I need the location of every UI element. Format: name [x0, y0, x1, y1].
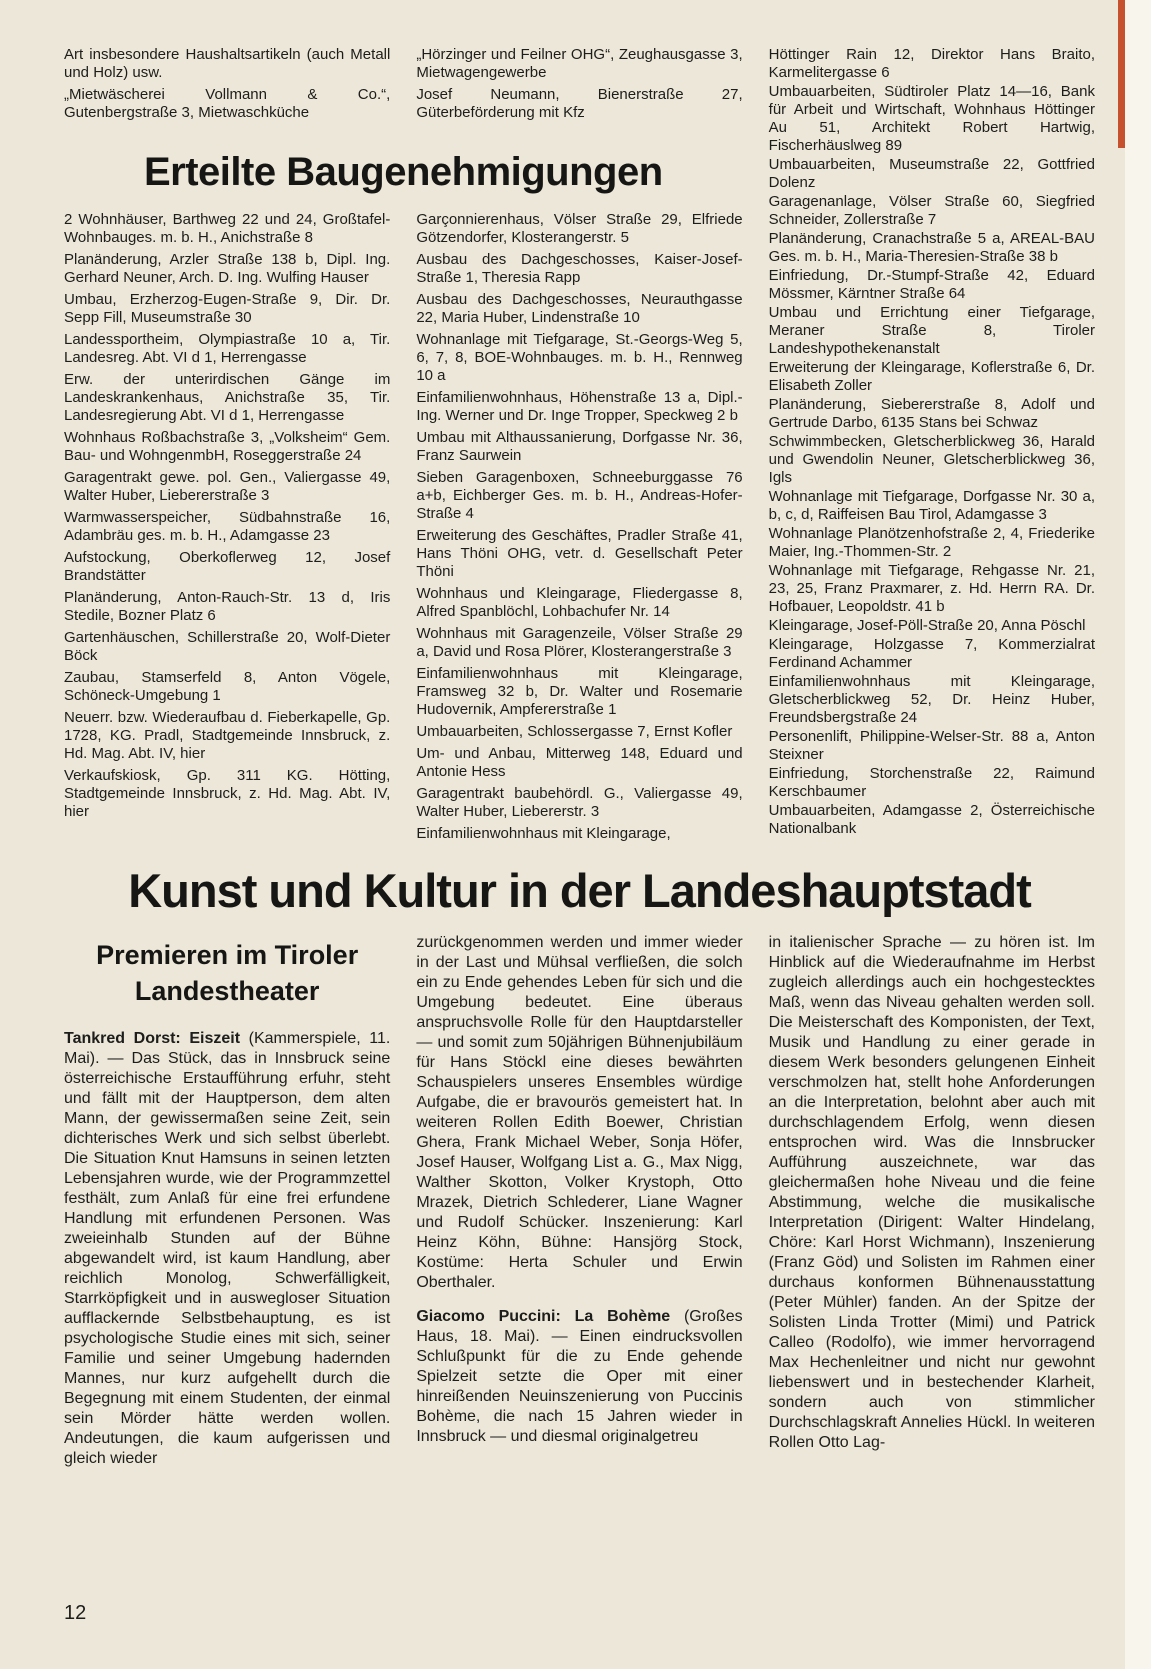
- article-text: in italienischer Sprache — zu hören ist. Im Hinblick auf die Wiederaufnahme im Herbst zugleich allerdings auch ein hochgestecktes Maß, wenn das Niveau gehalten werden soll. Die Meisterschaft des Komponisten, der Text, Musik und Handlung zu einer gerade in diesem Werk besonders gelungenen Einheit verschmolzen hat, stellt hohe Anforderungen an die Interpretation, belohnt aber auch mit durchschlagendem Erfolg, wenn diesen entsprochen wird. Was die Innsbrucker Aufführung auszeichnete, war das gleichermaßen hohe Niveau und die feine Abstimmung, welche die musikalische Interpretation (Dirigent: Walter Hindelang, Chöre: Karl Horst Wichmann), Inszenierung (Franz Göd) und Solisten im Rahmen einer durchaus konformen Bühnenausstattung (Peter Mühler) fanden. An der Spitze der Solisten Linda Trotter (Mimi) und Patrick Calleo (Rodolfo), wie immer hervorragend Max Hechenleitner und nicht nur gewohnt liebenswert und in bestechender Klarheit, sondern auch von stimmlicher Durchschlagskraft Annelies Hückl. In weiteren Rollen Otto Lag-: [768, 934, 1095, 1451]
- permit-entry: Planänderung, Arzler Straße 138 b, Dipl. Ing. Gerhard Neuner, Arch. D. Ing. Wulfing Hauser: [64, 251, 391, 286]
- permit-entry: Einfamilienwohnhaus mit Kleingarage, Gletscherblickweg 52, Dr. Heinz Huber, Freundsbergstraße 24: [768, 673, 1095, 726]
- permit-entry: Erweiterung des Geschäftes, Pradler Straße 41, Hans Thöni OHG, vetr. d. Gesellschaft Peter Thöni: [416, 527, 743, 580]
- permit-entry: Aufstockung, Oberkoflerweg 12, Josef Brandstätter: [64, 549, 391, 584]
- permits-column-3: [769, 46, 1095, 847]
- article-paragraph: [769, 933, 1095, 1453]
- permit-entry: Sieben Garagenboxen, Schneeburggasse 76 a+b, Eichberger Ges. m. b. H., Andreas-Hofer-Straße 4: [416, 469, 743, 522]
- permit-entry: Kleingarage, Josef-Pöll-Straße 20, Anna Pöschl: [768, 617, 1086, 634]
- red-edge-mark: [1118, 0, 1125, 148]
- permit-entry: Umbau und Errichtung einer Tiefgarage, Meraner Straße 8, Tiroler Landeshypothekenanstalt: [768, 304, 1095, 357]
- permit-entry: Wohnanlage mit Tiefgarage, St.-Georgs-Weg 5, 6, 7, 8, BOE-Wohnbauges. m. b. H., Rennweg 10 a: [416, 331, 743, 384]
- article-lead: Giacomo Puccini: La Bohème: [416, 1308, 671, 1325]
- permit-entry: Gartenhäuschen, Schillerstraße 20, Wolf-Dieter Böck: [64, 629, 391, 664]
- permit-entry: Erweiterung der Kleingarage, Koflerstraße 6, Dr. Elisabeth Zoller: [768, 359, 1095, 394]
- trade-snippet-entry: „Hörzinger und Feilner OHG“, Zeughausgasse 3, Mietwagengewerbe: [416, 46, 743, 81]
- permit-entry: Einfamilienwohnhaus mit Kleingarage,: [416, 825, 671, 842]
- permit-entry: Umbau, Erzherzog-Eugen-Straße 9, Dir. Dr. Sepp Fill, Museumstraße 30: [64, 291, 391, 326]
- permit-entry: Umbauarbeiten, Museumstraße 22, Gottfried Dolenz: [768, 156, 1095, 191]
- permit-entry: Garagenanlage, Völser Straße 60, Siegfried Schneider, Zollerstraße 7: [768, 193, 1095, 228]
- permit-entry: Kleingarage, Holzgasse 7, Kommerzialrat Ferdinand Achammer: [768, 636, 1095, 671]
- permit-entry: Einfriedung, Dr.-Stumpf-Straße 42, Eduard Mössmer, Kärntner Straße 64: [768, 267, 1095, 302]
- permit-entry: Höttinger Rain 12, Direktor Hans Braito, Karmelitergasse 6: [768, 46, 1095, 81]
- permit-entry: Erw. der unterirdischen Gänge im Landeskrankenhaus, Anichstraße 35, Tir. Landesregierung Abt. VI d 1, Herrengasse: [64, 371, 391, 424]
- permit-entry: Einfamilienwohnhaus, Höhenstraße 13 a, Dipl.-Ing. Werner und Dr. Inge Tropper, Speckweg 2 b: [416, 389, 743, 424]
- permit-entry: Einfriedung, Storchenstraße 22, Raimund Kerschbaumer: [768, 765, 1095, 800]
- page-number: 12: [64, 1602, 87, 1624]
- permit-entry: Einfamilienwohnhaus mit Kleingarage, Framsweg 32 b, Dr. Walter und Rosemarie Hudovernik, Ampfererstraße 1: [416, 665, 743, 718]
- permit-entry: Wohnanlage mit Tiefgarage, Rehgasse Nr. 21, 23, 25, Franz Praxmarer, z. Hd. Herrn RA. Dr. Hofbauer, Leopoldstr. 41 b: [768, 562, 1095, 615]
- trade-snippet-entry: „Mietwäscherei Vollmann & Co.“, Gutenbergstraße 3, Mietwaschküche: [64, 86, 391, 121]
- article-paragraph: [64, 1029, 390, 1469]
- culture-section: [64, 865, 1095, 1483]
- permit-entry: Planänderung, Cranachstraße 5 a, AREAL-BAU Ges. m. b. H., Maria-Theresien-Straße 38 b: [768, 230, 1095, 265]
- permit-entry: Garagentrakt gewe. pol. Gen., Valiergasse 49, Walter Huber, Liebererstraße 3: [64, 469, 391, 504]
- culture-column-2: [416, 933, 742, 1483]
- permit-entry: Verkaufskiosk, Gp. 311 KG. Hötting, Stadtgemeinde Innsbruck, z. Hd. Mag. Abt. IV, hier: [64, 767, 391, 820]
- trade-snippet-column-2: [416, 46, 742, 126]
- permit-entry: Zaubau, Stamserfeld 8, Anton Vögele, Schöneck-Umgebung 1: [64, 669, 391, 704]
- permit-entry: Wohnhaus und Kleingarage, Fliedergasse 8, Alfred Spanblöchl, Lohbachufer Nr. 14: [416, 585, 743, 620]
- permit-entry: Schwimmbecken, Gletscherblickweg 36, Harald und Gwendolin Neuner, Gletscherblickweg 36, Igls: [768, 433, 1095, 486]
- permit-entry: Wohnhaus mit Garagenzeile, Völser Straße 29 a, David und Rosa Plörer, Klosterangerstraße 3: [416, 625, 743, 660]
- permit-entry: Um- und Anbau, Mitterweg 148, Eduard und Antonie Hess: [416, 745, 743, 780]
- permit-entry: Ausbau des Dachgeschosses, Neurauthgasse 22, Maria Huber, Lindenstraße 10: [416, 291, 743, 326]
- permit-entry: Warmwasserspeicher, Südbahnstraße 16, Adambräu ges. m. b. H., Adamgasse 23: [64, 509, 391, 544]
- article-text: (Kammerspiele, 11. Mai). — Das Stück, das in Innsbruck seine österreichische Erstaufführung erfuhr, steht und fällt mit der Hauptperson, dem alten Mann, der gewissermaßen seine Zeit, sein dichterisches Werk und sich selbst überlebt. Die Situation Knut Hamsuns in seinen letzten Lebensjahren wurde, wie der Programmzettel festhält, zum Anlaß für eine frei erfundene Handlung mit erfundenen Personen. Was zweieinhalb Stunden auf der Bühne abgewandelt wird, ist kaum Handlung, aber reichlich Monolog, Schwerfälligkeit, Starrköpfigkeit und in auswegloser Situation aufflackernde Selbstbehauptung, es ist psychologische Studie eines mit sich, seiner Familie und seiner Umgebung hadernden Mannes, nur kurz aufgehellt durch die Begegnung mit einem Studenten, der einmal sein Mörder hätte werden wollen. Andeutungen, die kaum aufgerissen und gleich wieder: [64, 1030, 391, 1467]
- permits-column-1: [64, 211, 390, 847]
- article-paragraph: [416, 933, 742, 1293]
- permit-entry: Planänderung, Siebererstraße 8, Adolf und Gertrude Darbo, 6135 Stans bei Schwaz: [768, 396, 1095, 431]
- culture-column-1-paragraphs: [64, 1029, 390, 1469]
- culture-subheading: Premieren im Tiroler Landestheater: [96, 940, 359, 1006]
- permit-entry: Garagentrakt baubehördl. G., Valiergasse 49, Walter Huber, Liebererstr. 3: [416, 785, 743, 820]
- culture-column-1: [64, 933, 390, 1483]
- permit-entry: Umbauarbeiten, Südtiroler Platz 14—16, Bank für Arbeit und Wirtschaft, Wohnhaus Höttinger Au 51, Architekt Robert Hartwig, Fischerhäuslweg 89: [768, 83, 1095, 154]
- permit-entry: Personenlift, Philippine-Welser-Str. 88 a, Anton Steixner: [768, 728, 1095, 763]
- article-text: zurückgenommen werden und immer wieder in der Last und Mühsal verfließen, die solch ein zu Ende gehendes Leben für sich und die Umgebung bedeutet. Eine überaus anspruchsvolle Rolle für den Hauptdarsteller — und somit zum 50jährigen Bühnenjubiläum für Hans Stöckl eine dieses bewährten Schauspielers unseres Ensembles würdige Aufgabe, die er bravourös gemeistert hat. In weiteren Rollen Edith Boewer, Christian Ghera, Frank Michael Weber, Sonja Höfer, Josef Hauser, Wolfgang List a. G., Max Nigg, Walther Skotton, Volker Krystoph, Otto Mrazek, Dietrich Schlederer, Liane Wagner und Rudolf Schücker. Inszenierung: Karl Heinz Köhn, Bühne: Hansjörg Stock, Kostüme: Herta Schuler und Erwin Oberthaler.: [416, 934, 743, 1291]
- permit-entry: Planänderung, Anton-Rauch-Str. 13 d, Iris Stedile, Bozner Platz 6: [64, 589, 391, 624]
- culture-heading: Kunst und Kultur in der Landeshauptstadt: [128, 864, 1031, 917]
- article-lead: Tankred Dorst: Eiszeit: [64, 1030, 241, 1047]
- permit-entry: Wohnanlage Planötzenhofstraße 2, 4, Friederike Maier, Ing.-Thommen-Str. 2: [768, 525, 1095, 560]
- permit-entry: Umbau mit Althaussanierung, Dorfgasse Nr. 36, Franz Saurwein: [416, 429, 743, 464]
- trade-snippet-entry: Art insbesondere Haushaltsartikeln (auch Metall und Holz) usw.: [64, 46, 391, 81]
- article-paragraph: [416, 1307, 742, 1447]
- permit-entry: 2 Wohnhäuser, Barthweg 22 und 24, Großtafel-Wohnbauges. m. b. H., Anichstraße 8: [64, 211, 391, 246]
- paper-edge: [1125, 0, 1151, 1669]
- permit-entry: Garçonnierenhaus, Völser Straße 29, Elfriede Götzendorfer, Klosterangerstr. 5: [416, 211, 743, 246]
- culture-column-3: [769, 933, 1095, 1483]
- permit-entry: Neuerr. bzw. Wiederaufbau d. Fieberkapelle, Gp. 1728, KG. Pradl, Stadtgemeinde Innsbruck, z. Hd. Mag. Abt. IV, hier: [64, 709, 391, 762]
- permits-section: [64, 46, 1095, 847]
- permit-entry: Ausbau des Dachgeschosses, Kaiser-Josef-Straße 1, Theresia Rapp: [416, 251, 743, 286]
- permit-entry: Landessportheim, Olympiastraße 10 a, Tir. Landesreg. Abt. VI d 1, Herrengasse: [64, 331, 391, 366]
- permit-entry: Umbauarbeiten, Adamgasse 2, Österreichische Nationalbank: [768, 802, 1095, 837]
- trade-snippet-entry: Josef Neumann, Bienerstraße 27, Güterbeförderung mit Kfz: [416, 86, 743, 121]
- article-text: (Großes Haus, 18. Mai). — Einen eindrucksvollen Schlußpunkt für die zu Ende gehende Spielzeit setzte die Oper mit einer hinreißenden Neuinszenierung von Puccinis Bohème, die nach 15 Jahren wieder in Innsbruck — und diesmal originalgetreu: [416, 1308, 743, 1445]
- permit-entry: Wohnanlage mit Tiefgarage, Dorfgasse Nr. 30 a, b, c, d, Raiffeisen Bau Tirol, Adamgasse 3: [768, 488, 1095, 523]
- permit-entry: Wohnhaus Roßbachstraße 3, „Volksheim“ Gem. Bau- und WohngenmbH, Roseggerstraße 24: [64, 429, 391, 464]
- permit-entry: Umbauarbeiten, Schlossergasse 7, Ernst Kofler: [416, 723, 733, 740]
- culture-columns: [64, 933, 1095, 1483]
- permits-heading: Erteilte Baugenehmigungen: [143, 150, 663, 194]
- permits-column-2: [416, 211, 742, 847]
- trade-snippet-column-1: [64, 46, 390, 126]
